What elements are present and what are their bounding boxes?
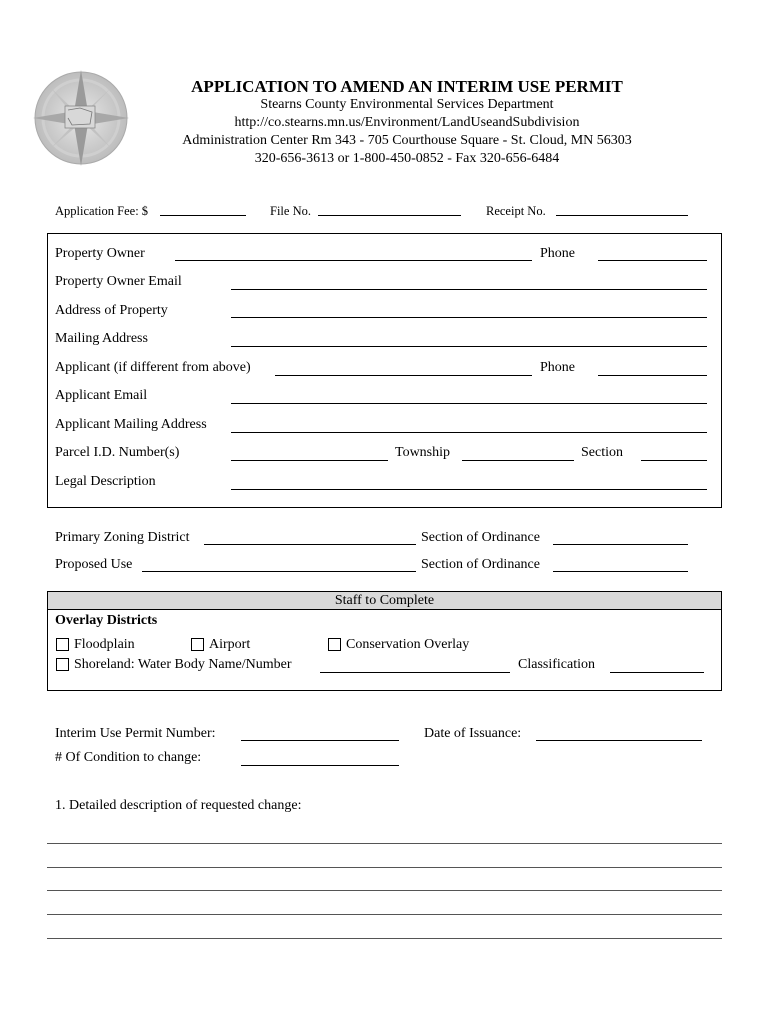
applicant-phone-label: Phone bbox=[540, 360, 575, 375]
parcel-id-label: Parcel I.D. Number(s) bbox=[55, 445, 180, 460]
applicant-email-label: Applicant Email bbox=[55, 388, 148, 403]
staff-section-heading: Staff to Complete bbox=[334, 593, 435, 608]
conservation-overlay-checkbox[interactable] bbox=[328, 638, 341, 651]
mailing-address-label: Mailing Address bbox=[55, 331, 148, 346]
primary-zoning-label: Primary Zoning District bbox=[55, 530, 190, 545]
property-address-label: Address of Property bbox=[55, 303, 168, 318]
condition-field[interactable] bbox=[241, 765, 399, 766]
condition-label: # Of Condition to change: bbox=[55, 750, 202, 765]
form-title: APPLICATION TO AMEND AN INTERIM USE PERMIT bbox=[191, 77, 623, 96]
ordinance-section-1-field[interactable] bbox=[553, 544, 688, 545]
overlay-districts-heading: Overlay Districts bbox=[55, 613, 158, 628]
shoreland-label: Shoreland: Water Body Name/Number bbox=[74, 657, 292, 672]
primary-zoning-field[interactable] bbox=[204, 544, 416, 545]
description-line-3[interactable] bbox=[47, 890, 722, 891]
airport-label: Airport bbox=[209, 637, 251, 652]
application-fee-label: Application Fee: $ bbox=[55, 204, 149, 218]
conservation-overlay-label: Conservation Overlay bbox=[346, 637, 470, 652]
proposed-use-label: Proposed Use bbox=[55, 557, 133, 572]
property-owner-field[interactable] bbox=[175, 260, 532, 261]
section-field[interactable] bbox=[641, 460, 707, 461]
applicant-mailing-label: Applicant Mailing Address bbox=[55, 417, 207, 432]
issuance-date-field[interactable] bbox=[536, 740, 702, 741]
file-no-field[interactable] bbox=[318, 215, 461, 216]
application-fee-field[interactable] bbox=[160, 215, 246, 216]
description-label: 1. Detailed description of requested change: bbox=[55, 798, 302, 813]
mailing-address-field[interactable] bbox=[231, 346, 707, 347]
owner-phone-label: Phone bbox=[540, 246, 575, 261]
township-field[interactable] bbox=[462, 460, 574, 461]
issuance-date-label: Date of Issuance: bbox=[424, 726, 522, 741]
ordinance-section-2-label: Section of Ordinance bbox=[421, 557, 540, 572]
legal-description-label: Legal Description bbox=[55, 474, 156, 489]
department-address: Administration Center Rm 343 - 705 Courthouse Square - St. Cloud, MN 56303 bbox=[182, 133, 632, 148]
legal-description-field[interactable] bbox=[231, 489, 707, 490]
township-label: Township bbox=[395, 445, 451, 460]
proposed-use-field[interactable] bbox=[142, 571, 416, 572]
ordinance-section-2-field[interactable] bbox=[553, 571, 688, 572]
applicant-field[interactable] bbox=[275, 375, 532, 376]
applicant-email-field[interactable] bbox=[231, 403, 707, 404]
shoreland-checkbox[interactable] bbox=[56, 658, 69, 671]
property-address-field[interactable] bbox=[231, 317, 707, 318]
section-label: Section bbox=[581, 445, 623, 460]
parcel-id-field[interactable] bbox=[231, 460, 388, 461]
description-line-1[interactable] bbox=[47, 843, 722, 844]
department-name: Stearns County Environmental Services Department bbox=[260, 97, 554, 112]
description-line-5[interactable] bbox=[47, 938, 722, 939]
classification-field[interactable] bbox=[610, 672, 704, 673]
airport-checkbox[interactable] bbox=[191, 638, 204, 651]
department-phones: 320-656-3613 or 1-800-450-0852 - Fax 320-656-6484 bbox=[254, 151, 560, 166]
receipt-no-field[interactable] bbox=[556, 215, 688, 216]
floodplain-checkbox[interactable] bbox=[56, 638, 69, 651]
file-no-label: File No. bbox=[270, 204, 311, 218]
description-line-4[interactable] bbox=[47, 914, 722, 915]
property-owner-label: Property Owner bbox=[55, 246, 145, 261]
permit-number-label: Interim Use Permit Number: bbox=[55, 726, 216, 741]
applicant-mailing-field[interactable] bbox=[231, 432, 707, 433]
classification-label: Classification bbox=[518, 657, 595, 672]
ordinance-section-1-label: Section of Ordinance bbox=[421, 530, 540, 545]
permit-number-field[interactable] bbox=[241, 740, 399, 741]
water-body-field[interactable] bbox=[320, 672, 510, 673]
receipt-no-label: Receipt No. bbox=[486, 204, 546, 218]
owner-phone-field[interactable] bbox=[598, 260, 707, 261]
applicant-label: Applicant (if different from above) bbox=[55, 360, 251, 375]
owner-email-field[interactable] bbox=[231, 289, 707, 290]
floodplain-label: Floodplain bbox=[74, 637, 135, 652]
department-url: http://co.stearns.mn.us/Environment/LandUseandSubdivision bbox=[234, 115, 580, 130]
owner-email-label: Property Owner Email bbox=[55, 274, 182, 289]
description-line-2[interactable] bbox=[47, 867, 722, 868]
applicant-phone-field[interactable] bbox=[598, 375, 707, 376]
